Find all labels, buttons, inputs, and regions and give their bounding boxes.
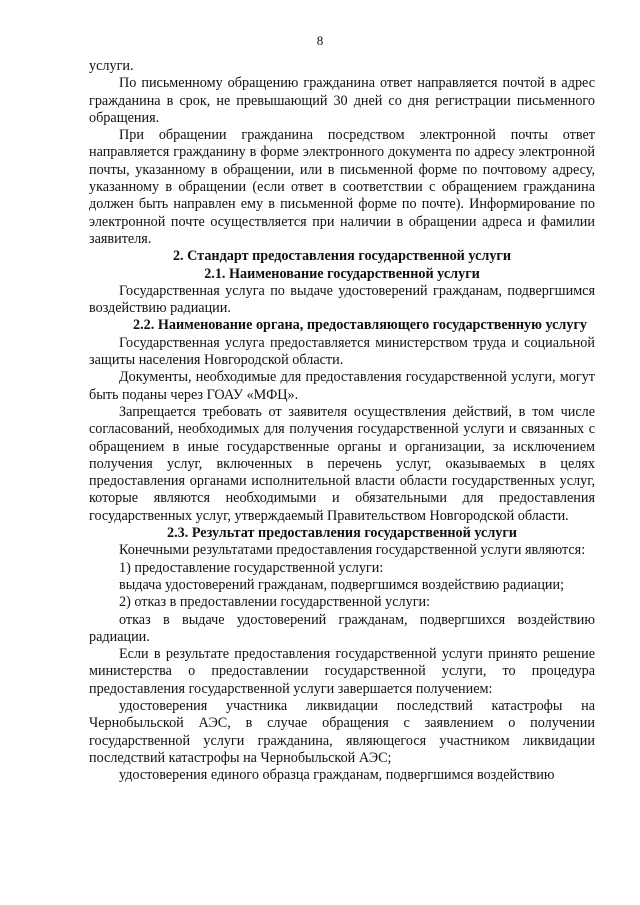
document-body [89, 58, 595, 784]
paragraph: услуги. [89, 58, 134, 74]
paragraph: 1) предоставление государственной услуги: [119, 559, 384, 576]
section-heading: 2.3. Результат предоставления государственной услуги [166, 525, 517, 542]
paragraph: отказ в выдаче удостоверений гражданам, подвергшихся воздействию радиации. [89, 611, 595, 645]
paragraph: выдача удостоверений гражданам, подвергшимся воздействию радиации; [119, 576, 565, 593]
paragraph: По письменному обращению гражданина ответ направляется почтой в адрес гражданина в срок, не превышающий 30 дней со дня регистрации письменного обращения. [89, 75, 595, 126]
paragraph: При обращении гражданина посредством электронной почты ответ направляется гражданину в форме электронного документа по адресу электронной почты, указанному в обращении, или в письменной форме по почтовому адресу, указанному в обращении (если ответ в соответствии с обращением гражданина должен быть направлен ему в письменной форме по почте). Информирование по электронной почте осуществляется при наличии в обращении адреса и фамилии заявителя. [89, 127, 595, 247]
paragraph: Конечными результатами предоставления государственной услуги являются: [119, 542, 586, 559]
section-heading: 2.2. Наименование органа, предоставляющего государственную услугу [133, 317, 588, 334]
section-heading: 2.1. Наименование государственной услуги [204, 265, 480, 282]
section-heading: 2. Стандарт предоставления государственной услуги [172, 248, 512, 265]
paragraph: Документы, необходимые для предоставления государственной услуги, могут быть поданы через ГОАУ «МФЦ». [89, 369, 595, 403]
paragraph: Запрещается требовать от заявителя осуществления действий, в том числе согласований, необходимых для получения государственной услуги и связанных с обращением в иные государственные органы и организации, за исключением получения услуг, включенных в перечень услуг, оказываемых в целях предоставления органами исполнительной власти области государственных услуг, которые являются необходимыми и обязательными для предоставления государственных услуг, утверждаемый Правительством Новгородской области. [89, 403, 595, 524]
paragraph: 2) отказ в предоставлении государственной услуги: [119, 594, 431, 611]
paragraph: удостоверения единого образца гражданам, подвергшимся воздействию [119, 767, 555, 784]
paragraph: Если в результате предоставления государственной услуги принято решение министерства о предоставлении государственной услуги, то процедура предоставления государственной услуги завершается получением: [89, 646, 595, 697]
paragraph: Государственная услуга предоставляется министерством труда и социальной защиты населения Новгородской области. [89, 334, 595, 369]
page-number: 8 [316, 33, 324, 48]
paragraph: удостоверения участника ликвидации последствий катастрофы на Чернобыльской АЭС, в случае обращения с заявлением о получении государственной услуги гражданина, являющегося участником ликвидации последствий катастрофы на Чернобыльской АЭС; [89, 697, 595, 766]
paragraph: Государственная услуга по выдаче удостоверений гражданам, подвергшимся воздействию радиации. [89, 282, 595, 317]
